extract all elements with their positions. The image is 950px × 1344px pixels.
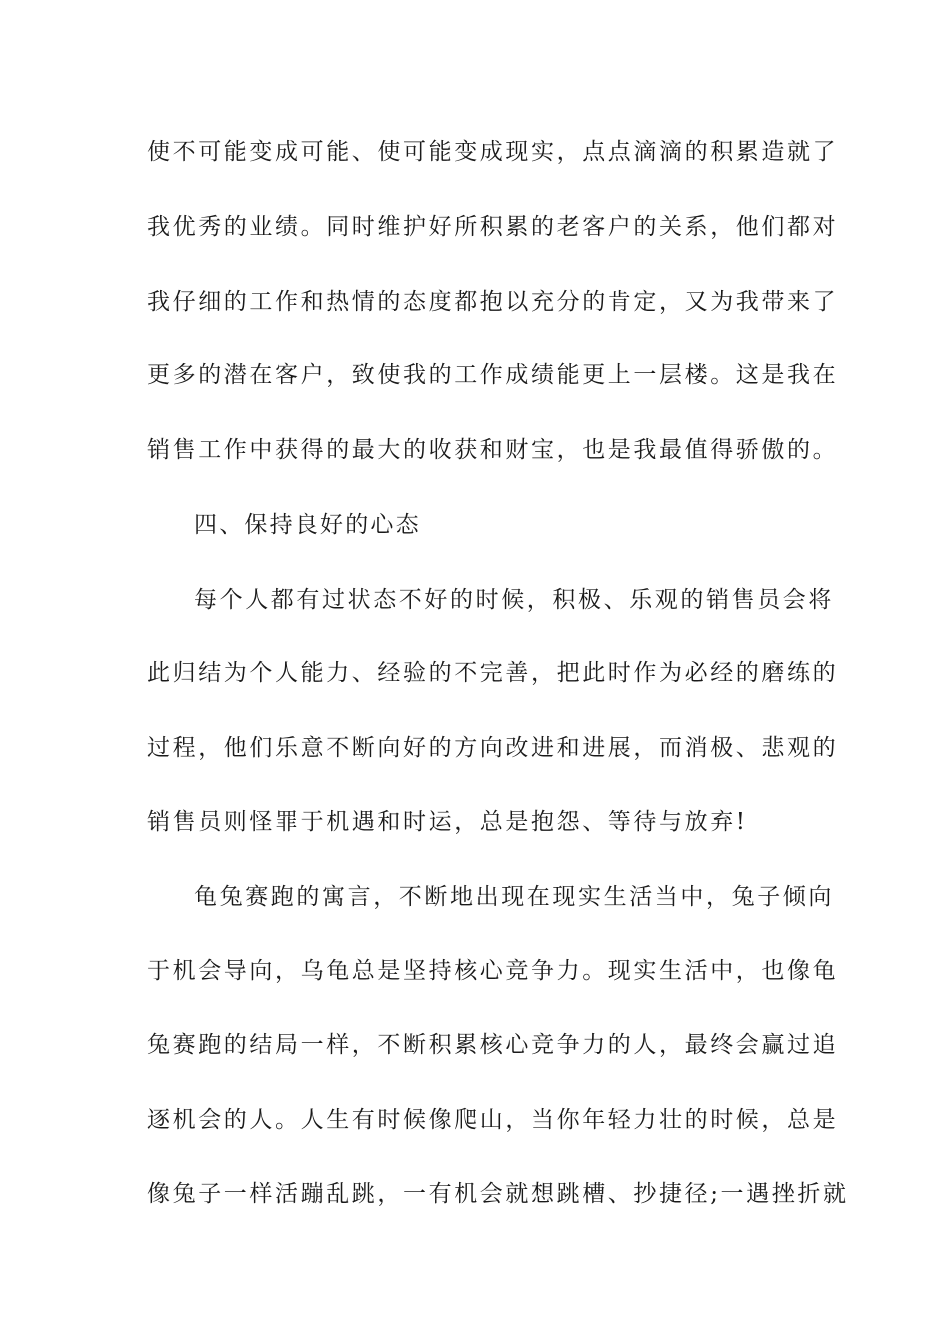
paragraph-line: 像兔子一样活蹦乱跳，一有机会就想跳槽、抄捷径;一遇挫折就 xyxy=(147,1181,849,1207)
paragraph-line: 销售工作中获得的最大的收获和财宝，也是我最值得骄傲的。 xyxy=(147,437,839,463)
paragraph-line: 我仔细的工作和热情的态度都抱以充分的肯定，又为我带来了 xyxy=(147,289,839,315)
paragraph-first-line: 每个人都有过状态不好的时候，积极、乐观的销售员会将 xyxy=(194,587,834,613)
paragraph-line: 更多的潜在客户，致使我的工作成绩能更上一层楼。这是我在 xyxy=(147,362,839,388)
paragraph-line: 销售员则怪罪于机遇和时运，总是抱怨、等待与放弃! xyxy=(147,809,748,835)
paragraph-line: 使不可能变成可能、使可能变成现实，点点滴滴的积累造就了 xyxy=(147,139,839,165)
paragraph-line: 逐机会的人。人生有时候像爬山，当你年轻力壮的时候，总是 xyxy=(147,1107,839,1133)
paragraph-line: 于机会导向，乌龟总是坚持核心竞争力。现实生活中，也像龟 xyxy=(147,958,839,984)
paragraph-line: 过程，他们乐意不断向好的方向改进和进展，而消极、悲观的 xyxy=(147,735,839,761)
paragraph-line: 此归结为个人能力、经验的不完善，把此时作为必经的磨练的 xyxy=(147,660,839,686)
paragraph-line: 兔赛跑的结局一样，不断积累核心竞争力的人，最终会赢过追 xyxy=(147,1032,839,1058)
section-heading: 四、保持良好的心态 xyxy=(194,512,421,538)
paragraph-line: 我优秀的业绩。同时维护好所积累的老客户的关系，他们都对 xyxy=(147,214,839,240)
paragraph-first-line: 龟兔赛跑的寓言，不断地出现在现实生活当中，兔子倾向 xyxy=(194,884,834,910)
